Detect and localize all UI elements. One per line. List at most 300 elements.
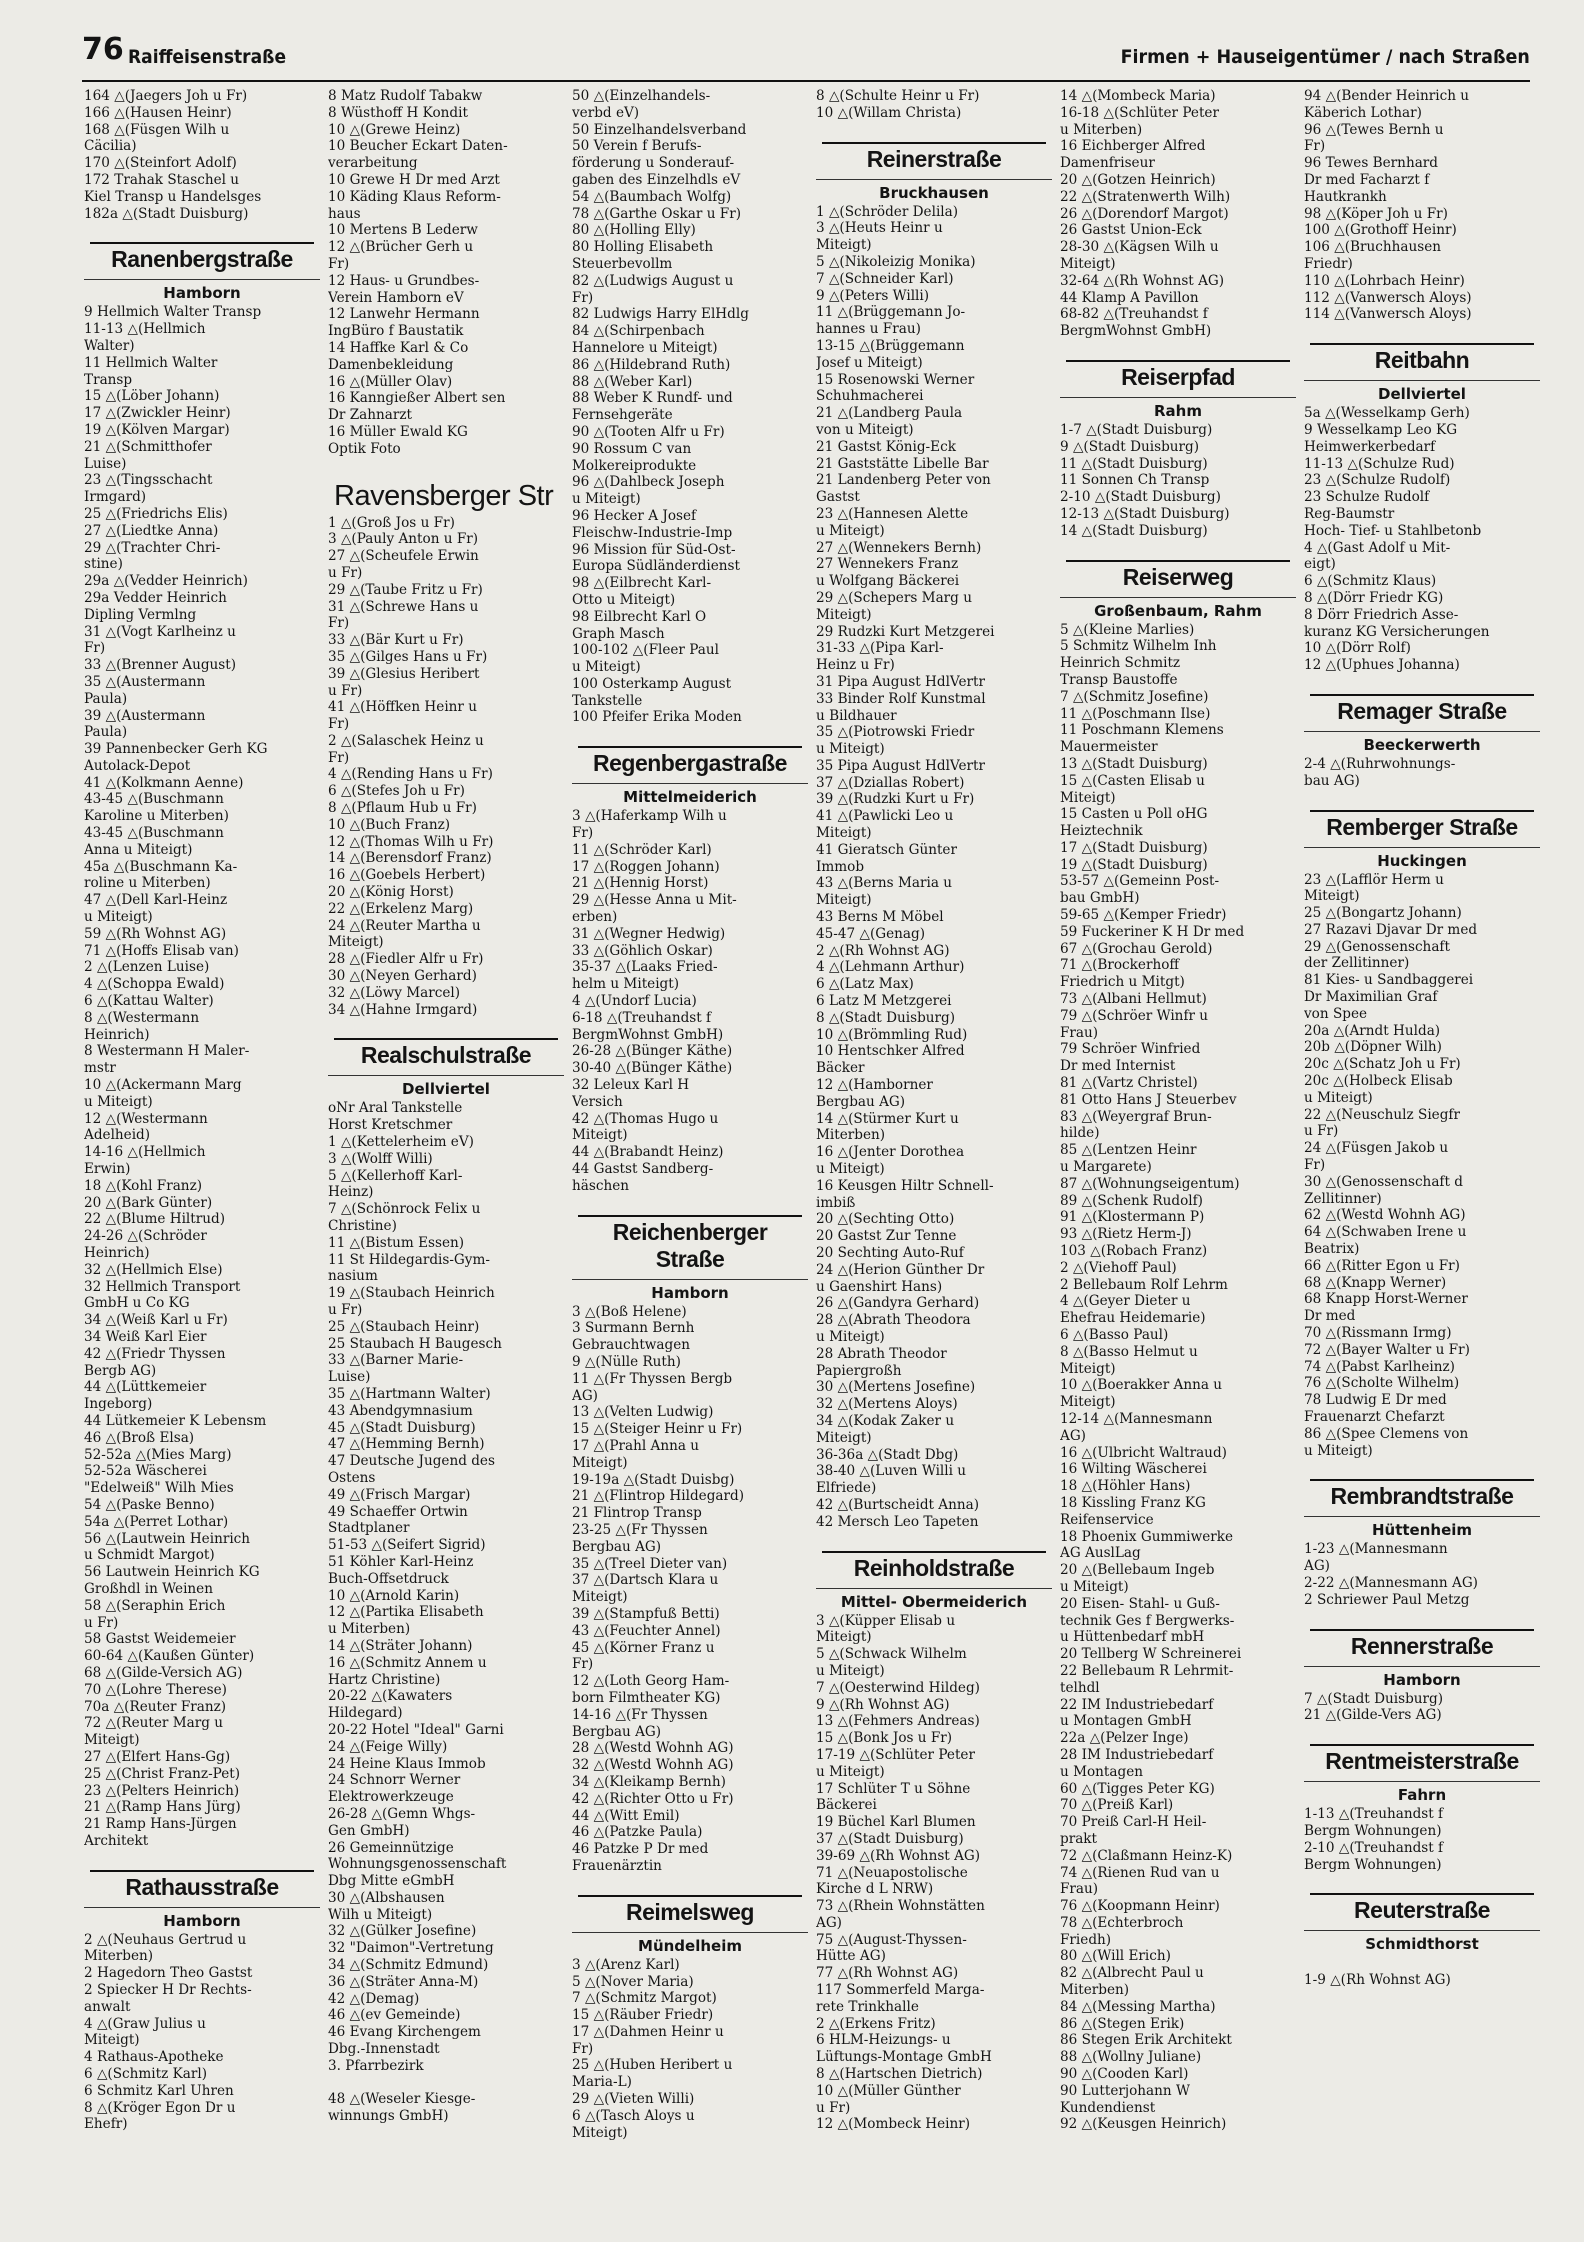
- entry-line: 23-25 △(Fr Thyssen: [572, 1521, 708, 1538]
- entry-line: 81 Otto Hans J Steuerbev: [1060, 1091, 1237, 1108]
- page-title: Raiffeisenstraße: [128, 46, 287, 68]
- entry-line: 15 △(Bonk Jos u Fr): [816, 1730, 953, 1747]
- street-heading: Ravensberger Str: [334, 479, 554, 512]
- street-heading: Reinholdstraße: [822, 1551, 1046, 1584]
- entry-line: 20 Eisen- Stahl- u Guß-: [1060, 1595, 1220, 1612]
- district-label: Schmidthorst: [1304, 1930, 1540, 1953]
- entry-line: 22 △(Blume Hiltrud): [84, 1211, 225, 1228]
- entry-line: Heinrich): [84, 1026, 150, 1043]
- entry-line: 20-22 Hotel "Ideal" Garni: [328, 1721, 504, 1738]
- entry-line: Kundendienst: [1060, 2099, 1156, 2116]
- entry-line: Buch-Offsetdruck: [328, 1570, 449, 1587]
- entry-line: 12 △(Partika Elisabeth: [328, 1604, 484, 1621]
- entry-line: 12 △(Uphues Johanna): [1304, 657, 1460, 674]
- entry-line: 24 Heine Klaus Immob: [328, 1755, 486, 1772]
- entry-line: 87 △(Wohnungseigentum): [1060, 1175, 1240, 1192]
- entry-line: Fr): [328, 749, 350, 766]
- entry-line: 1-9 △(Rh Wohnst AG): [1304, 1972, 1451, 1989]
- entry-line: 52-52a △(Mies Marg): [84, 1446, 232, 1463]
- entry-line: 6 △(Schmitz Klaus): [1304, 573, 1437, 590]
- street-heading: Rembrandtstraße: [1310, 1479, 1534, 1512]
- entry-line: 98 △(Eilbrecht Karl-: [572, 575, 712, 592]
- entry-line: 25 △(Friedrichs Elis): [84, 505, 228, 522]
- entry-line: 182a △(Stadt Duisburg): [84, 205, 249, 222]
- entry-line: Miterben): [816, 1127, 886, 1144]
- district-label: Huckingen: [1304, 847, 1540, 870]
- entry-line: 100 △(Grothoff Heinr): [1304, 222, 1457, 239]
- entry-line: 20 Tellberg W Schreinerei: [1060, 1646, 1242, 1663]
- entry-line: 45-47 △(Genag): [816, 925, 926, 942]
- entry-line: 73 △(Albani Hellmut): [1060, 991, 1207, 1008]
- entry-line: 20 △(Gotzen Heinrich): [1060, 171, 1216, 188]
- entry-line: 30 △(Albshausen: [328, 1889, 445, 1906]
- entry-line: 5 △(Schwack Wilhelm: [816, 1646, 967, 1663]
- entry-line: 74 △(Pabst Karlheinz): [1304, 1358, 1455, 1375]
- entry-line: 46 Evang Kirchengem: [328, 2024, 481, 2041]
- entry-line: 8 △(Kröger Egon Dr u: [84, 2099, 236, 2116]
- entry-line: Großhdl in Weinen: [84, 1580, 213, 1597]
- entry-line: Frauenarzt Chefarzt: [1304, 1409, 1445, 1425]
- entry-line: 28 △(Westd Wohnh AG): [572, 1740, 734, 1757]
- entry-line: 90 Rossum C van: [572, 440, 692, 457]
- entry-line: 17-19 △(Schlüter Peter: [816, 1746, 975, 1763]
- entry-line: 32 Leleux Karl H: [572, 1077, 690, 1094]
- entry-line: Miteigt): [816, 1429, 872, 1446]
- entry-line: 20b △(Döpner Wilh): [1304, 1039, 1442, 1056]
- entry-line: Ingeborg): [84, 1396, 153, 1413]
- entry-line: Fr): [572, 825, 594, 842]
- entry-line: 17 △(Dahmen Heinr u: [572, 2023, 724, 2040]
- entry-line: 18 △(Höhler Hans): [1060, 1478, 1191, 1495]
- entry-line: Immob: [816, 858, 865, 875]
- entry-line: 6 Latz M Metzgerei: [816, 993, 952, 1010]
- entry-line: 17 △(Prahl Anna u: [572, 1437, 700, 1454]
- entry-line: haus: [328, 205, 361, 222]
- entry-line: 76 △(Koopmann Heinr): [1060, 1898, 1220, 1915]
- entry-line: 35 △(Austermann: [84, 673, 206, 690]
- entry-line: 20 △(Bark Günter): [84, 1194, 213, 1211]
- entry-line: 47 Deutsche Jugend des: [328, 1453, 495, 1470]
- entry-line: 27 △(Scheufele Erwin: [328, 548, 479, 565]
- entry-line: 60 △(Tigges Peter KG): [1060, 1780, 1215, 1797]
- entry-line: Christine): [328, 1218, 397, 1235]
- entry-line: 11 △(Brüggemann Jo-: [816, 304, 966, 321]
- entry-line: 8 △(Stadt Duisburg): [816, 1009, 956, 1026]
- entry-line: Damenbekleidung: [328, 356, 454, 373]
- entry-line: 12 △(Thomas Wilh u Fr): [328, 833, 494, 850]
- entry-line: Fr): [1304, 1157, 1326, 1174]
- entry-line: 68 △(Gilde-Versich AG): [84, 1664, 243, 1681]
- entry-line: 42 △(Richter Otto u Fr): [572, 1790, 734, 1807]
- entry-line: 21 Gastst König-Eck: [816, 438, 956, 455]
- entry-line: Fr): [84, 640, 106, 657]
- entry-line: 16 Kanngießer Albert sen: [328, 390, 506, 407]
- entry-line: 16-18 △(Schlüter Peter: [1060, 104, 1219, 121]
- entry-line: 21 △(Gilde-Vers AG): [1304, 1707, 1442, 1724]
- entry-line: Fr): [572, 289, 594, 306]
- entry-line: Dr Zahnarzt: [328, 407, 413, 424]
- entry-line: AG): [816, 1914, 842, 1931]
- entry-line: 4 △(Rending Hans u Fr): [328, 766, 493, 783]
- entry-line: 88 △(Weber Karl): [572, 373, 693, 390]
- entry-line: Miteigt): [816, 825, 872, 842]
- entry-line: 2 △(Erkens Fritz): [816, 2015, 936, 2032]
- district-label: Großenbaum, Rahm: [1060, 597, 1296, 620]
- entry-line: Anna u Miteigt): [84, 841, 193, 858]
- district-label: Hamborn: [572, 1279, 808, 1302]
- entry-line: 5 △(Nikoleizig Monika): [816, 253, 976, 270]
- entry-line: 10 △(Boerakker Anna u: [1060, 1377, 1223, 1394]
- entry-line: Dbg.-Innenstadt: [328, 2041, 440, 2058]
- entry-line: Fr): [572, 1656, 594, 1673]
- entry-line: u Miterben): [328, 1621, 411, 1638]
- entry-line: 110 △(Lohrbach Heinr): [1304, 272, 1465, 289]
- entry-line: Erwin): [84, 1161, 131, 1178]
- entry-line: 39 Pannenbecker Gerh KG: [84, 741, 268, 758]
- entry-line: 27 Wennekers Franz: [816, 556, 959, 573]
- entry-line: 17 Schlüter T u Söhne: [816, 1780, 971, 1797]
- entry-line: 33 △(Brenner August): [84, 657, 237, 674]
- entry-line: 15 Rosenowski Werner: [816, 371, 975, 388]
- entry-line: u Miteigt): [572, 491, 641, 508]
- entry-line: 11 Hellmich Walter: [84, 354, 218, 371]
- entry-line: 3 △(Haferkamp Wilh u: [572, 808, 727, 825]
- entry-line: 78 Ludwig E Dr med: [1304, 1392, 1447, 1409]
- entry-line: 46 △(Broß Elsa): [84, 1429, 195, 1446]
- entry-line: Reg-Baumstr: [1304, 505, 1395, 522]
- entry-line: Bäcker: [816, 1060, 865, 1077]
- entry-line: 3 △(Wolff Willi): [328, 1150, 433, 1167]
- entry-line: 1 △(Groß Jos u Fr): [328, 514, 455, 531]
- entry-line: AG): [572, 1387, 598, 1404]
- entry-line: 14 Haffke Karl & Co: [328, 339, 469, 356]
- entry-line: 76 △(Scholte Wilhelm): [1304, 1375, 1460, 1392]
- entry-line: 53-57 △(Gemeinn Post-: [1060, 873, 1220, 890]
- entry-line: Ostens: [328, 1469, 376, 1486]
- entry-line: 45 △(Stadt Duisburg): [328, 1419, 476, 1436]
- entry-line: Schuhmacherei: [816, 388, 924, 405]
- entry-line: u Miteigt): [816, 1662, 885, 1679]
- entry-line: helm u Miteigt): [572, 976, 680, 993]
- entry-line: u Miteigt): [816, 1328, 885, 1345]
- entry-line: 30-40 △(Bünger Käthe): [572, 1060, 733, 1077]
- entry-line: Bergb AG): [84, 1362, 157, 1379]
- entry-line: 50 Verein f Berufs-: [572, 138, 702, 155]
- entry-line: 13 △(Fehmers Andreas): [816, 1713, 980, 1730]
- entry-line: 106 △(Bruchhausen: [1304, 239, 1442, 256]
- entry-line: eigt): [1304, 556, 1336, 573]
- entry-line: u Fr): [328, 1302, 363, 1318]
- entry-line: 19 △(Stadt Duisburg): [1060, 856, 1208, 873]
- entry-line: 32-64 △(Rh Wohnst AG): [1060, 272, 1225, 289]
- entry-line: von Spee: [1304, 1005, 1368, 1022]
- entry-line: 59 Fuckeriner K H Dr med: [1060, 923, 1245, 940]
- entry-line: AG AuslLag: [1060, 1545, 1141, 1562]
- street-heading: Reichenberger Straße: [578, 1215, 802, 1275]
- entry-line: Frau): [1060, 1881, 1099, 1898]
- entry-line: 14 △(Sträter Johann): [328, 1637, 473, 1654]
- entry-line: anwalt: [84, 1998, 131, 2015]
- column-1: [84, 88, 320, 2228]
- entry-line: 11 △(Bistum Essen): [328, 1234, 465, 1251]
- entry-line: 2 △(Lenzen Luise): [84, 959, 210, 976]
- entry-line: Miteigt): [328, 934, 384, 951]
- entry-line: Papiergroßh: [816, 1362, 902, 1379]
- entry-line: 112 △(Vanwersch Aloys): [1304, 289, 1472, 306]
- entry-line: technik Ges f Bergwerks-: [1060, 1612, 1235, 1629]
- entry-line: 21 △(Landberg Paula: [816, 405, 963, 422]
- entry-line: Dr med: [1304, 1308, 1356, 1325]
- entry-line: 44 △(Lüttkemeier: [84, 1379, 207, 1396]
- entry-line: 32 △(Löwy Marcel): [328, 984, 461, 1001]
- entry-line: 35 △(Gilges Hans u Fr): [328, 648, 488, 665]
- street-heading: Realschulstraße: [334, 1038, 558, 1071]
- entry-line: 11 △(Fr Thyssen Bergb: [572, 1370, 733, 1387]
- entry-line: 25 Staubach H Baugesch: [328, 1335, 502, 1352]
- entry-line: 10 Käding Klaus Reform-: [328, 188, 501, 205]
- entry-line: 2 Schriewer Paul Metzg: [1304, 1591, 1470, 1608]
- entry-line: Paula): [84, 724, 128, 741]
- entry-line: Frauenärztin: [572, 1857, 662, 1874]
- entry-line: 42 △(Demag): [328, 1990, 420, 2007]
- entry-line: Miteigt): [572, 1127, 628, 1144]
- entry-line: 88 Weber K Rundf- und: [572, 390, 733, 407]
- entry-line: 58 Gastst Weidemeier: [84, 1631, 236, 1648]
- entry-line: 21 Landenberg Peter von: [816, 472, 991, 489]
- entry-line: 23 △(Tingsschacht: [84, 472, 213, 489]
- entry-line: 42 △(Thomas Hugo u: [572, 1110, 719, 1127]
- entry-line: 26 Gemeinnützige: [328, 1839, 454, 1856]
- entry-line: 29a △(Vedder Heinrich): [84, 573, 248, 590]
- entry-line: 17 △(Stadt Duisburg): [1060, 839, 1208, 856]
- entry-line: telhdl: [1060, 1679, 1100, 1696]
- district-label: Fahrn: [1304, 1781, 1540, 1804]
- entry-line: 27 Razavi Djavar Dr med: [1304, 921, 1478, 938]
- entry-line: winnungs GmbH): [328, 2108, 449, 2125]
- entry-line: 21 △(Ramp Hans Jürg): [84, 1799, 241, 1816]
- entry-line: 25 △(Huben Heribert u: [572, 2057, 733, 2074]
- district-label: Dellviertel: [328, 1075, 564, 1098]
- entry-line: 90 △(Tooten Alfr u Fr): [572, 423, 725, 440]
- entry-line: 15 △(Löber Johann): [84, 388, 220, 405]
- entry-line: 11-13 △(Schulze Rud): [1304, 455, 1455, 472]
- entry-line: Hautkrankh: [1304, 188, 1387, 205]
- entry-line: Maria-L): [572, 2074, 632, 2091]
- entry-line: 2 Hagedorn Theo Gastst: [84, 1965, 253, 1982]
- entry-line: Heimwerkerbedarf: [1304, 438, 1436, 455]
- entry-line: 3 △(Heuts Heinr u: [816, 220, 943, 237]
- entry-line: AG): [1060, 1427, 1086, 1444]
- entry-line: 54 △(Paske Benno): [84, 1496, 215, 1513]
- entry-line: 70 △(Lohre Therese): [84, 1681, 227, 1698]
- entry-line: 164 △(Jaegers Joh u Fr): [84, 88, 248, 104]
- entry-line: 34 △(Kleikamp Bernh): [572, 1773, 726, 1790]
- entry-line: 47 △(Dell Karl-Heinz: [84, 892, 228, 909]
- entry-line: 7 △(Schmitz Josefine): [1060, 688, 1209, 705]
- entry-line: 12 Haus- u Grundbes-: [328, 272, 480, 289]
- entry-line: 11 △(Poschmann Ilse): [1060, 705, 1211, 722]
- entry-line: Miteigt): [816, 1629, 872, 1646]
- entry-line: 8 Matz Rudolf Tabakw: [328, 88, 483, 104]
- entry-line: 11 St Hildegardis-Gym-: [328, 1251, 490, 1268]
- entry-line: 4 △(Undorf Lucia): [572, 993, 697, 1010]
- entry-line: Miteigt): [84, 2032, 140, 2049]
- entry-line: 168 △(Füsgen Wilh u: [84, 121, 230, 138]
- entry-line: 27 △(Wennekers Bernh): [816, 539, 982, 556]
- entry-line: 71 △(Hoffs Elisab van): [84, 942, 239, 959]
- entry-line: 21 Flintrop Transp: [572, 1505, 702, 1522]
- entry-line: 27 △(Liedtke Anna): [84, 522, 219, 539]
- entry-line: 46 △(ev Gemeinde): [328, 2007, 461, 2024]
- entry-line: 19 △(Staubach Heinrich: [328, 1285, 495, 1302]
- entry-line: 44 △(Witt Emil): [572, 1807, 680, 1824]
- entry-line: 42 △(Burtscheidt Anna): [816, 1496, 980, 1513]
- entry-line: u Hüttenbedarf mbH: [1060, 1629, 1205, 1646]
- entry-line: 77 △(Rh Wohnst AG): [816, 1965, 959, 1982]
- entry-line: Hoch- Tief- u Stahlbetonb: [1304, 522, 1482, 539]
- entry-line: 44 Gastst Sandberg-: [572, 1161, 714, 1178]
- entry-line: oNr Aral Tankstelle: [328, 1100, 463, 1117]
- entry-line: u Miteigt): [84, 909, 153, 926]
- street-heading: Remberger Straße: [1310, 810, 1534, 843]
- street-heading: Reitbahn: [1310, 343, 1534, 376]
- entry-line: 38-40 △(Luven Willi u: [816, 1463, 967, 1480]
- entry-line: Wohnungsgenossenschaft: [328, 1856, 507, 1873]
- entry-line: 166 △(Hausen Heinr): [84, 104, 232, 121]
- entry-line: 31 △(Wegner Hedwig): [572, 925, 726, 942]
- entry-line: 68-82 △(Treuhandst f: [1060, 306, 1208, 323]
- entry-line: 2 △(Neuhaus Gertrud u: [84, 1931, 247, 1948]
- entry-line: 13 △(Velten Ludwig): [572, 1404, 714, 1421]
- column-5: [1060, 88, 1296, 2228]
- entry-line: 43 Berns M Möbel: [816, 909, 944, 926]
- entry-line: 10 △(Buch Franz): [328, 816, 451, 833]
- entry-line: 9 △(Rh Wohnst AG): [816, 1696, 950, 1713]
- entry-line: 34 △(Schmitz Edmund): [328, 1957, 489, 1974]
- entry-line: Cäcilia): [84, 138, 137, 155]
- page-header: [82, 28, 1530, 82]
- entry-line: 6-18 △(Treuhandst f: [572, 1009, 712, 1026]
- entry-line: Heiztechnik: [1060, 823, 1143, 840]
- entry-line: Friedr): [1304, 255, 1353, 272]
- entry-line: Heinrich Schmitz: [1060, 655, 1181, 672]
- columns-container: [84, 88, 1540, 2228]
- entry-line: 9 △(Nülle Ruth): [572, 1354, 681, 1370]
- entry-line: Steuerbevollm: [572, 255, 673, 272]
- entry-line: Hartz Christine): [328, 1671, 441, 1688]
- entry-line: 28 △(Abrath Theodora: [816, 1312, 971, 1329]
- entry-line: 22 Bellebaum R Lehrmit-: [1060, 1662, 1234, 1679]
- entry-line: Bergbau AG): [816, 1093, 906, 1110]
- entry-line: 25 △(Christ Franz-Pet): [84, 1765, 241, 1782]
- entry-line: 32 △(Gülker Josefine): [328, 1923, 477, 1940]
- entry-line: kuranz KG Versicherungen: [1304, 623, 1490, 640]
- entry-line: 2-22 △(Mannesmann AG): [1304, 1574, 1478, 1591]
- entry-line: 96 Tewes Bernhard: [1304, 155, 1438, 172]
- entry-line: 11-13 △(Hellmich: [84, 321, 206, 338]
- entry-line: 43-45 △(Buschmann: [84, 825, 224, 842]
- entry-line: Fr): [572, 2040, 594, 2057]
- entry-line: 9 Hellmich Walter Transp: [84, 304, 262, 321]
- entry-line: 16 △(Müller Olav): [328, 373, 453, 390]
- entry-line: erben): [572, 909, 618, 926]
- entry-line: 18 Kissling Franz KG: [1060, 1494, 1206, 1511]
- entry-line: 46 Patzke P Dr med: [572, 1841, 709, 1858]
- entry-line: 70a △(Reuter Franz): [84, 1698, 227, 1715]
- entry-line: 15 △(Casten Elisab u: [1060, 772, 1205, 789]
- entry-line: Käberich Lothar): [1304, 104, 1422, 121]
- entry-line: 74 △(Rienen Rud van u: [1060, 1864, 1220, 1881]
- street-heading: Rentmeisterstraße: [1310, 1744, 1534, 1777]
- entry-line: Transp: [84, 371, 133, 388]
- entry-line: 79 Schröer Winfried: [1060, 1041, 1201, 1058]
- entry-line: Molkereiprodukte: [572, 457, 697, 474]
- entry-line: 170 △(Steinfort Adolf): [84, 155, 237, 172]
- entry-line: 8 △(Schulte Heinr u Fr): [816, 88, 980, 104]
- entry-line: 29 Rudzki Kurt Metzgerei: [816, 623, 995, 640]
- entry-line: Friedh): [1060, 1931, 1112, 1948]
- district-label: Mündelheim: [572, 1932, 808, 1955]
- entry-line: rete Trinkhalle: [816, 1998, 919, 2015]
- entry-line: born Filmtheater KG): [572, 1689, 721, 1706]
- entry-line: 10 △(Ackermann Marg: [84, 1077, 242, 1094]
- entry-line: 12-14 △(Mannesmann: [1060, 1410, 1213, 1427]
- entry-line: Hildegard): [328, 1705, 403, 1722]
- entry-line: 1-7 △(Stadt Duisburg): [1060, 421, 1213, 438]
- entry-line: 90 Lutterjohann W: [1060, 2082, 1190, 2099]
- entry-line: 41 △(Höffken Heinr u: [328, 699, 478, 716]
- entry-line: 117 Sommerfeld Marga-: [816, 1982, 985, 1999]
- entry-line: Fr): [328, 716, 350, 733]
- column-3: [572, 88, 808, 2228]
- entry-line: 20a △(Arndt Hulda): [1304, 1022, 1441, 1039]
- column-6: [1304, 88, 1540, 2228]
- entry-line: Fr): [1304, 138, 1326, 155]
- entry-line: 12 △(Westermann: [84, 1110, 208, 1127]
- entry-line: 26 △(Dorendorf Margot): [1060, 205, 1229, 222]
- entry-line: 13 △(Stadt Duisburg): [1060, 755, 1208, 772]
- entry-line: 37 △(Dziallas Robert): [816, 774, 965, 791]
- entry-line: 11 Sonnen Ch Transp: [1060, 472, 1210, 489]
- entry-line: u Montagen GmbH: [1060, 1713, 1192, 1730]
- entry-line: 88 △(Wollny Juliane): [1060, 2049, 1202, 2066]
- entry-line: 172 Trahak Staschel u: [84, 171, 240, 188]
- entry-line: u Schmidt Margot): [84, 1547, 215, 1564]
- entry-line: 25 △(Bongartz Johann): [1304, 905, 1462, 922]
- entry-line: 2 △(Viehoff Paul): [1060, 1259, 1177, 1276]
- entry-line: Dr Maximilian Graf: [1304, 989, 1438, 1006]
- entry-line: 51-53 △(Seifert Sigrid): [328, 1537, 486, 1554]
- entry-line: 98 △(Köper Joh u Fr): [1304, 205, 1448, 222]
- entry-line: der Zellitinner): [1304, 955, 1410, 972]
- entry-line: 60-64 △(Kaußen Günter): [84, 1648, 255, 1665]
- entry-line: 42 Mersch Leo Tapeten: [816, 1513, 979, 1530]
- entry-line: 12-13 △(Stadt Duisburg): [1060, 505, 1230, 522]
- entry-line: Miteigt): [816, 237, 872, 254]
- entry-line: Frau): [1060, 1024, 1099, 1041]
- entry-line: 13-15 △(Brüggemann: [816, 337, 965, 354]
- entry-line: 100 Pfeifer Erika Moden: [572, 709, 742, 726]
- entry-line: 64 △(Schwaben Irene u: [1304, 1224, 1467, 1241]
- entry-line: Bergbau AG): [572, 1538, 662, 1555]
- entry-line: 23 △(Lafflör Herm u: [1304, 871, 1444, 888]
- entry-line: 71 △(Brockerhoff: [1060, 957, 1180, 974]
- entry-line: Otto u Miteigt): [572, 591, 676, 608]
- entry-line: Luise): [84, 455, 127, 472]
- entry-line: 82 △(Ludwigs August u: [572, 272, 734, 289]
- district-label: Hüttenheim: [1304, 1516, 1540, 1539]
- entry-line: Kirche d L NRW): [816, 1881, 934, 1898]
